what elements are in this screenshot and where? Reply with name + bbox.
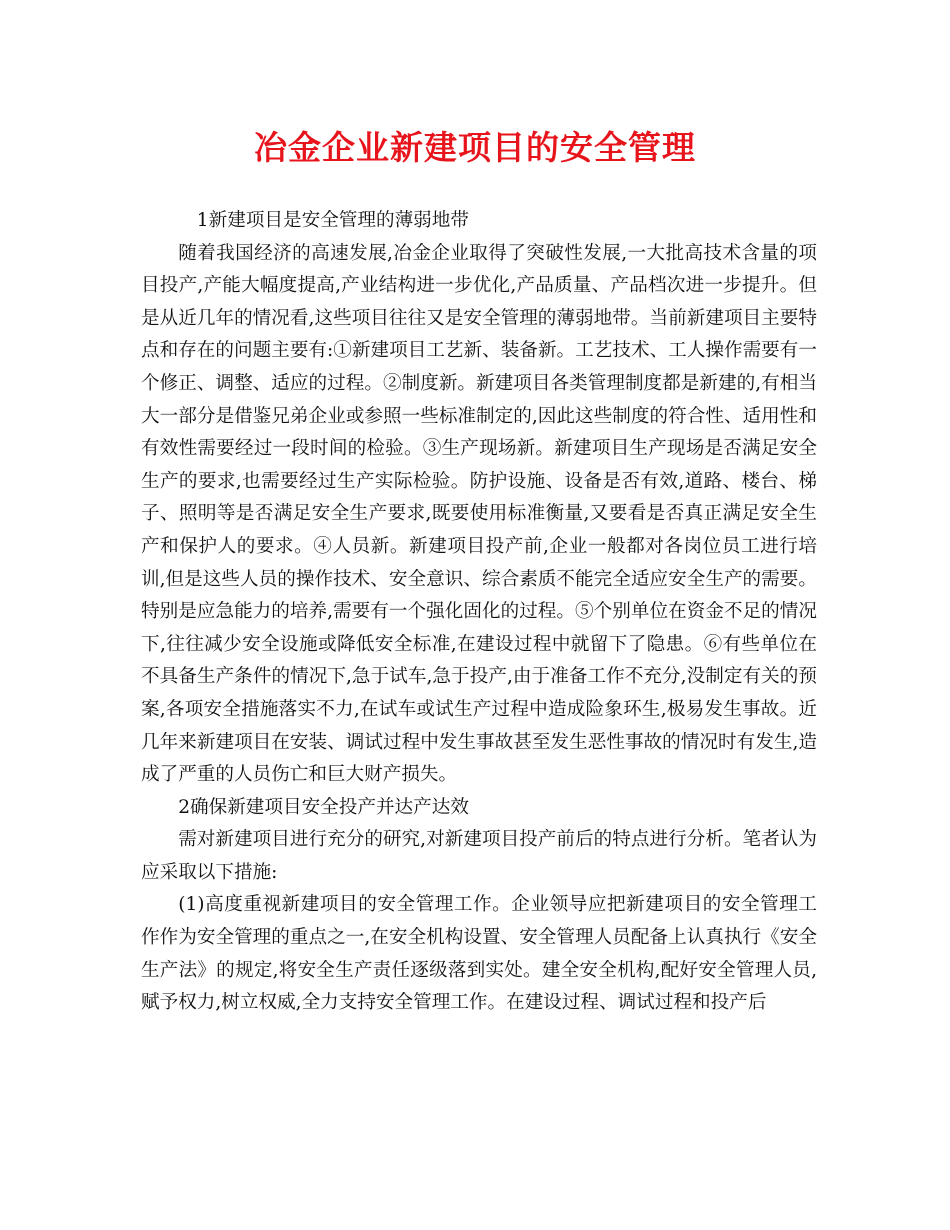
document-title: 冶金企业新建项目的安全管理 (254, 128, 696, 167)
section-heading-2: 2确保新建项目安全投产并达产达效 (178, 796, 469, 818)
document-body (141, 205, 817, 1020)
paragraph-2: 需对新建项目进行充分的研究,对新建项目投产前后的特点进行分析。笔者认为应采取以下措施: (141, 829, 817, 883)
paragraph-3: (1)高度重视新建项目的安全管理工作。企业领导应把新建项目的安全管理工作作为安全管理的重点之一,在安全机构设置、安全管理人员配备上认真执行《安全生产法》的规定,将安全生产责任逐级落到实处。建全安全机构,配好安全管理人员,赋予权力,树立权威,全力支持安全管理工作。在建设过程、调试过程和投产后 (141, 894, 817, 1014)
section-heading-1: 1新建项目是安全管理的薄弱地带 (196, 210, 469, 231)
paragraph-1: 随着我国经济的高速发展,冶金企业取得了突破性发展,一大批高技术含量的项目投产,产能大幅度提高,产业结构进一步优化,产品质量、产品档次进一步提升。但是从近几年的情况看,这些项目往往又是安全管理的薄弱地带。当前新建项目主要特点和存在的问题主要有:①新建项目工艺新、装备新。工艺技术、工人操作需要有一个修正、调整、适应的过程。②制度新。新建项目各类管理制度都是新建的,有相当大一部分是借鉴兄弟企业或参照一些标准制定的,因此这些制度的符合性、适用性和有效性需要经过一段时间的检验。③生产现场新。新建项目生产现场是否满足安全生产的要求,也需要经过生产实际检验。防护设施、设备是否有效,道路、楼台、梯子、照明等是否满足安全生产要求,既要使用标准衡量,又要看是否真正满足安全生产和保护人的要求。④人员新。新建项目投产前,企业一般都对各岗位员工进行培训,但是这些人员的操作技术、安全意识、综合素质不能完全适应安全生产的需要。特别是应急能力的培养,需要有一个强化固化的过程。⑤个别单位在资金不足的情况下,往往减少安全设施或降低安全标准,在建设过程中就留下了隐患。⑥有些单位在不具备生产条件的情况下,急于试车,急于投产,由于准备工作不充分,没制定有关的预案,各项安全措施落实不力,在试车或试生产过程中造成险象环生,极易发生事故。近几年来新建项目在安装、调试过程中发生事故甚至发生恶性事故的情况时有发生,造成了严重的人员伤亡和巨大财产损失。 (141, 242, 817, 786)
